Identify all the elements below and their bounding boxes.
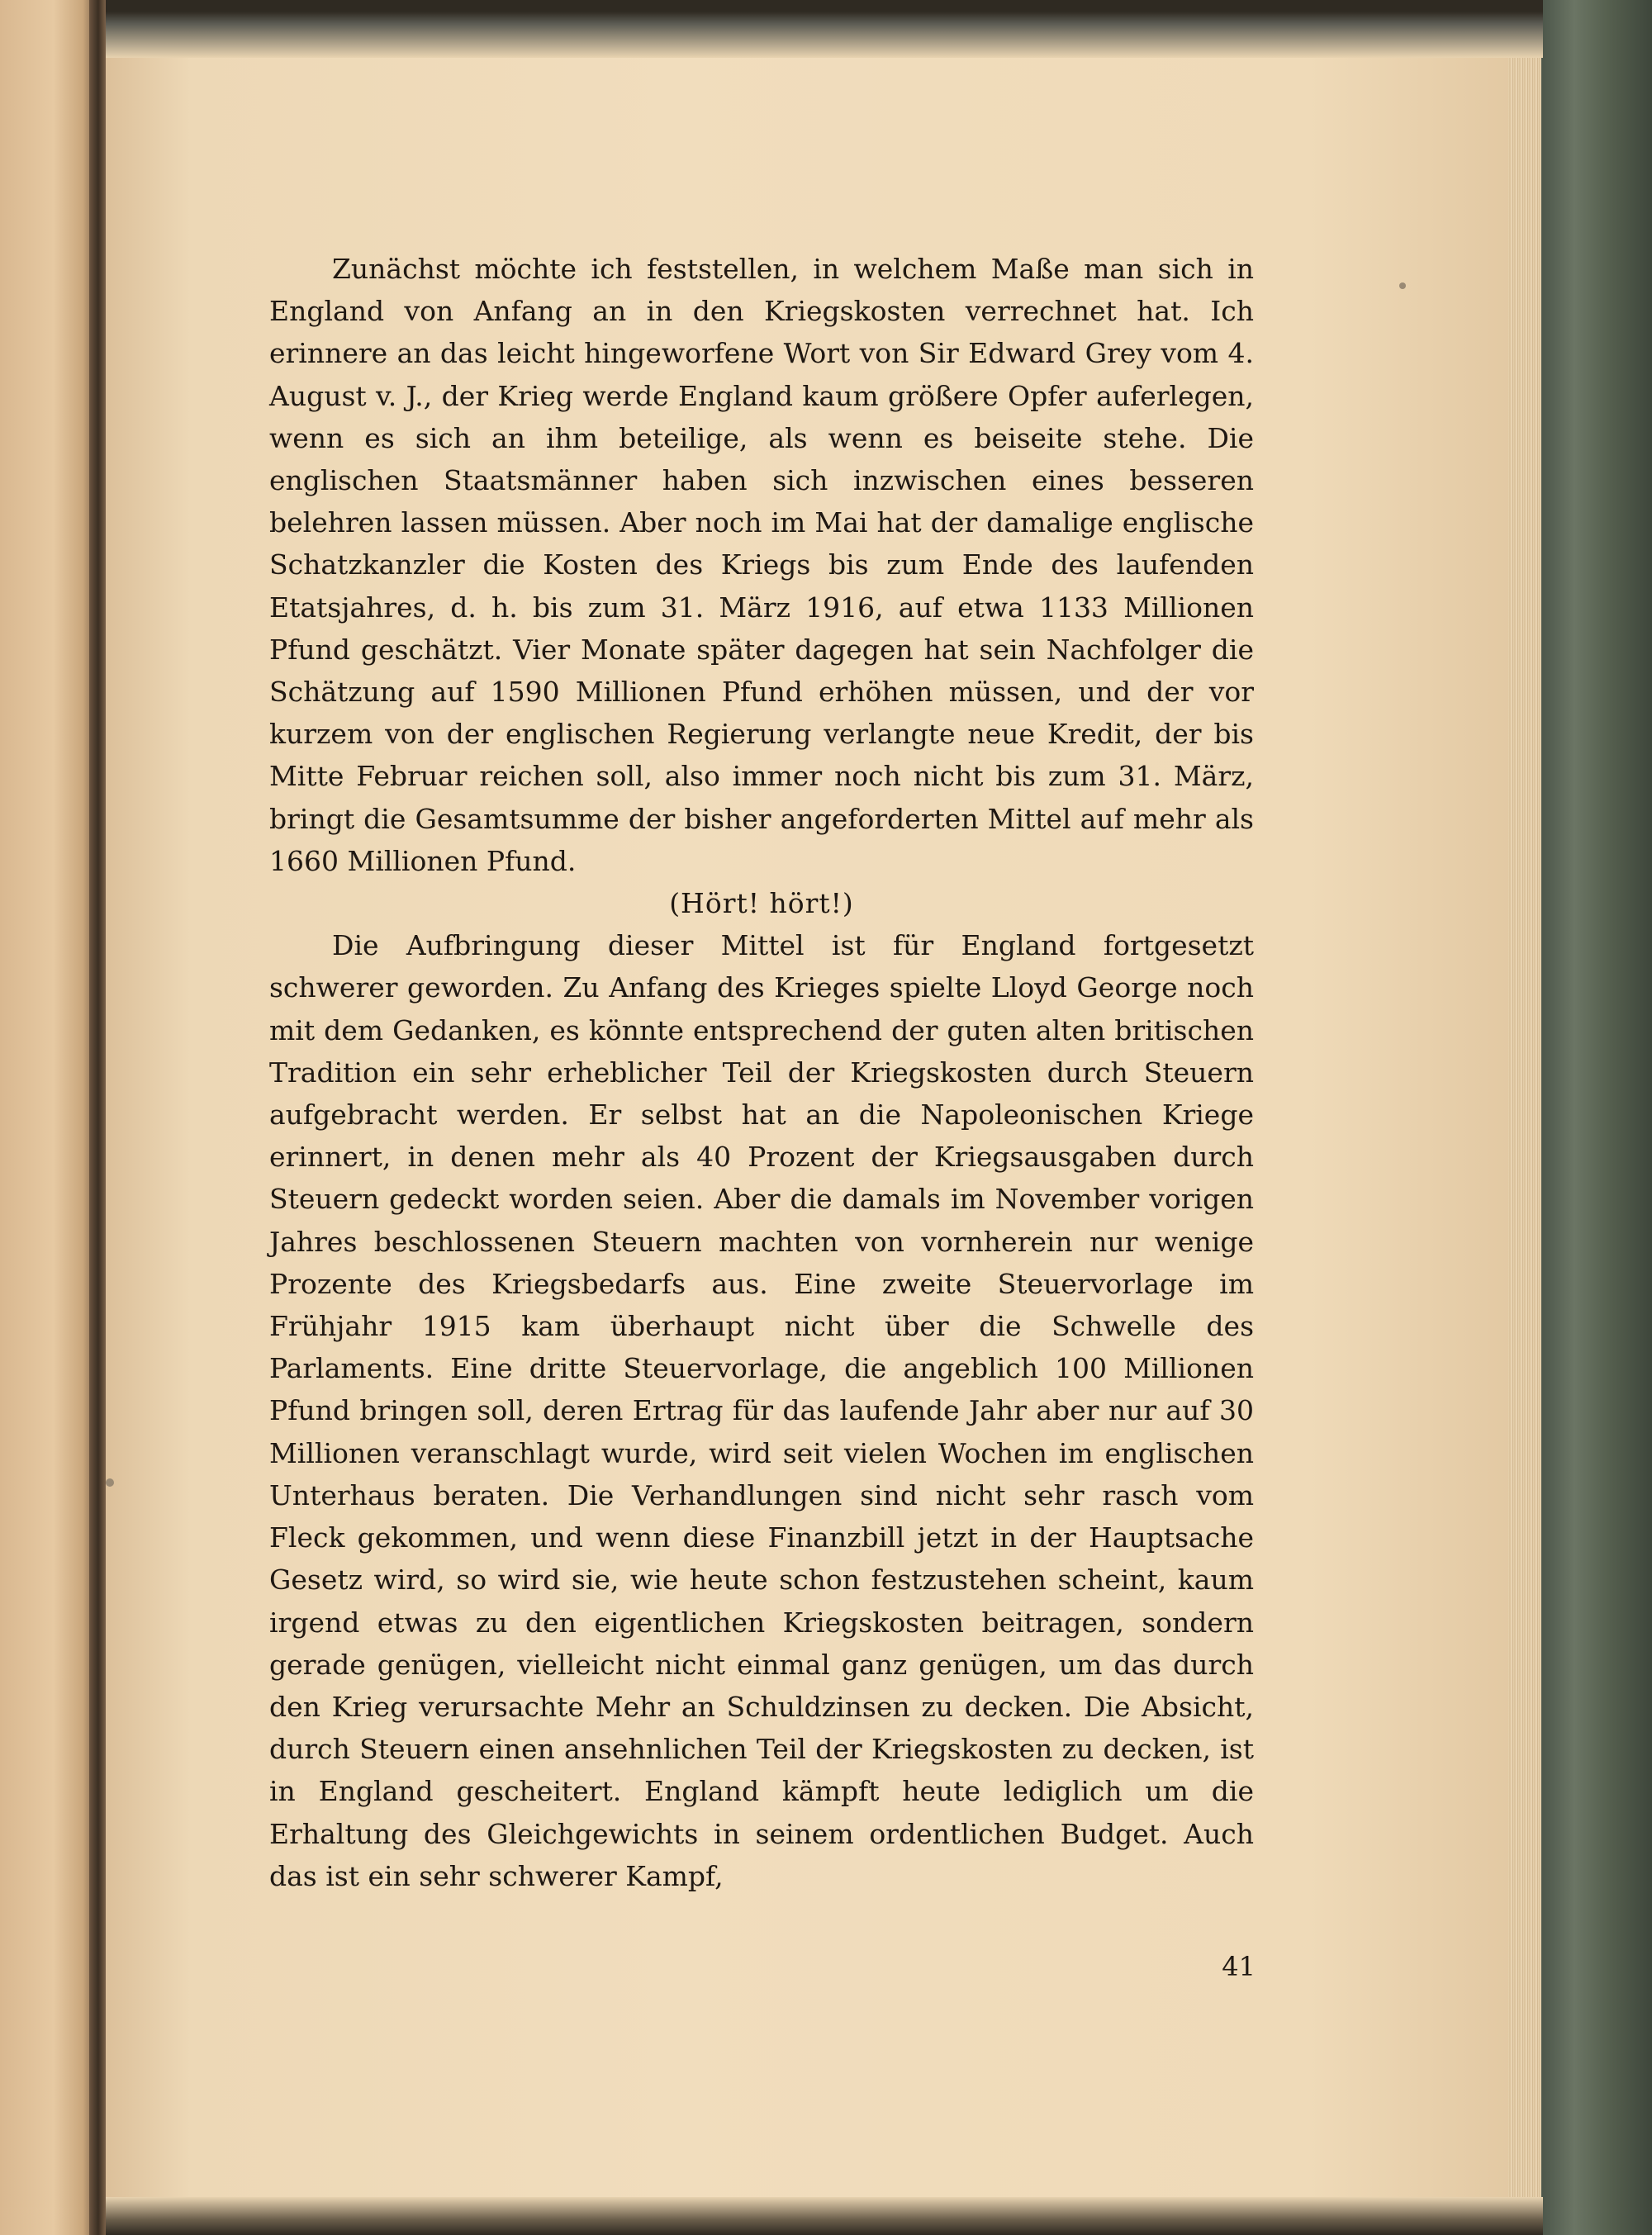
previous-page-edge	[0, 0, 97, 2235]
bottom-shadow	[106, 2197, 1543, 2235]
paper-speck	[106, 1478, 114, 1487]
page-number: 41	[1222, 1951, 1256, 1982]
page-stack-edges	[1508, 50, 1543, 2197]
interjection: (Hört! hört!)	[669, 887, 854, 920]
paragraph-2: Die Aufbringung dieser Mittel ist für England fortgesetzt schwerer geworden. Zu Anfang des Krieges spielte Lloyd George noch mit dem Gedanken, es könnte entsprechend der guten alten britischen Tradition ein sehr erheblicher Teil der Kriegskosten durch Steuern aufgebracht werden. Er selbst hat an die Napoleonischen Kriege erinnert, in denen mehr als 40 Prozent der Kriegsausgaben durch Steuern gedeckt worden seien. Aber die damals im November vorigen Jahres beschlossenen Steuern machten von vornherein nur wenige Prozente des Kriegsbedarfs aus. Eine zweite Steuervorlage im Frühjahr 1915 kam überhaupt nicht über die Schwelle des Parlaments. Eine dritte Steuervorlage, die angeblich 100 Millionen Pfund bringen soll, deren Ertrag für das laufende Jahr aber nur auf 30 Millionen veranschlagt wurde, wird seit vielen Wochen im englischen Unterhaus beraten. Die Verhandlungen sind nicht sehr rasch vom Fleck gekommen, und wenn diese Finanzbill jetzt in der Hauptsache Gesetz wird, so wird sie, wie heute schon festzustehen scheint, kaum irgend etwas zu den eigentlichen Kriegskosten beitragen, sondern gerade genügen, vielleicht nicht einmal ganz genügen, um das durch den Krieg verursachte Mehr an Schuldzinsen zu decken. Die Absicht, durch Steuern einen ansehnlichen Teil der Kriegskosten zu decken, ist in England gescheitert. England kämpft heute lediglich um die Erhaltung des Gleichgewichts in seinem ordentlichen Budget. Auch das ist ein sehr schwerer Kampf,	[269, 929, 1254, 1892]
book-cover-edge	[1541, 0, 1652, 2235]
paper-speck	[1399, 282, 1406, 289]
top-shadow	[106, 0, 1543, 58]
book-gutter	[89, 0, 107, 2235]
text-block	[269, 248, 1254, 1897]
paragraph-1: Zunächst möchte ich feststellen, in welchem Maße man sich in England von Anfang an in den Kriegskosten verrechnet hat. Ich erinnere an das leicht hingeworfene Wort von Sir Edward Grey vom 4. August v. J., der Krieg werde England kaum größere Opfer auferlegen, wenn es sich an ihm beteilige, als wenn es beiseite stehe. Die englischen Staatsmänner haben sich inzwischen eines besseren belehren lassen müssen. Aber noch im Mai hat der damalige englische Schatzkanzler die Kosten des Kriegs bis zum Ende des laufenden Etatsjahres, d. h. bis zum 31. März 1916, auf etwa 1133 Millionen Pfund geschätzt. Vier Monate später dagegen hat sein Nachfolger die Schätzung auf 1590 Millionen Pfund erhöhen müssen, und der vor kurzem von der englischen Regierung verlangte neue Kredit, der bis Mitte Februar reichen soll, also immer noch nicht bis zum 31. März, bringt die Gesamtsumme der bisher angeforderten Mittel auf mehr als 1660 Millionen Pfund.	[269, 253, 1254, 877]
